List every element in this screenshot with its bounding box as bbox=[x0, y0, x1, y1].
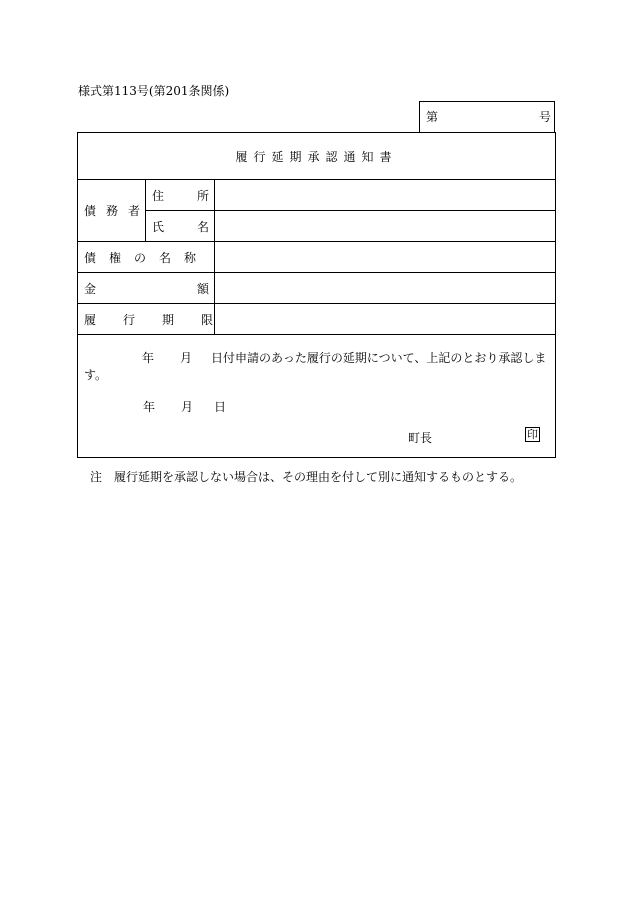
amount-label-text: 金額 bbox=[84, 282, 311, 296]
divider-address bbox=[145, 210, 556, 211]
claim-name-label-text: 債権の名称 bbox=[84, 251, 210, 265]
seal-mark: 印 bbox=[527, 428, 538, 441]
amount-label bbox=[84, 282, 311, 296]
mayor-title: 町長 bbox=[408, 431, 433, 445]
deadline-label-text: 履行期限 bbox=[84, 313, 241, 327]
divider-amount bbox=[77, 303, 556, 304]
body-year: 年 bbox=[142, 351, 155, 365]
body-month: 月 bbox=[180, 351, 193, 365]
debtor-label bbox=[84, 204, 151, 218]
divider-debtor bbox=[77, 241, 556, 242]
note-text: 履行延期を承認しない場合は、その理由を付して別に通知するものとする。 bbox=[114, 470, 523, 484]
name-label bbox=[152, 220, 243, 234]
body-sentence-end: す。 bbox=[84, 368, 108, 382]
approval-date bbox=[143, 398, 226, 415]
debtor-label-text: 債務者 bbox=[84, 204, 151, 218]
body-sentence: 日付申請のあった履行の延期について、上記のとおり承認しま bbox=[211, 351, 547, 365]
footnote bbox=[90, 468, 522, 485]
date-year: 年 bbox=[143, 400, 156, 414]
document-number-box bbox=[419, 101, 555, 132]
document-title: 履行延期承認通知書 bbox=[235, 150, 398, 164]
claim-name-label bbox=[84, 251, 209, 265]
divider-deadline bbox=[77, 334, 556, 335]
divider-claim-name bbox=[77, 272, 556, 273]
divider-title bbox=[77, 179, 556, 180]
address-label-text: 住所 bbox=[152, 189, 243, 203]
number-prefix: 第 bbox=[426, 110, 439, 124]
date-day: 日 bbox=[214, 400, 227, 414]
note-mark: 注 bbox=[90, 470, 103, 484]
form-number-label: 様式第113号(第201条関係) bbox=[78, 84, 230, 98]
deadline-label bbox=[84, 313, 240, 327]
date-month: 月 bbox=[181, 400, 194, 414]
address-label bbox=[152, 189, 243, 203]
approval-statement bbox=[84, 350, 550, 384]
number-suffix: 号 bbox=[539, 110, 552, 124]
name-label-text: 氏名 bbox=[152, 220, 243, 234]
